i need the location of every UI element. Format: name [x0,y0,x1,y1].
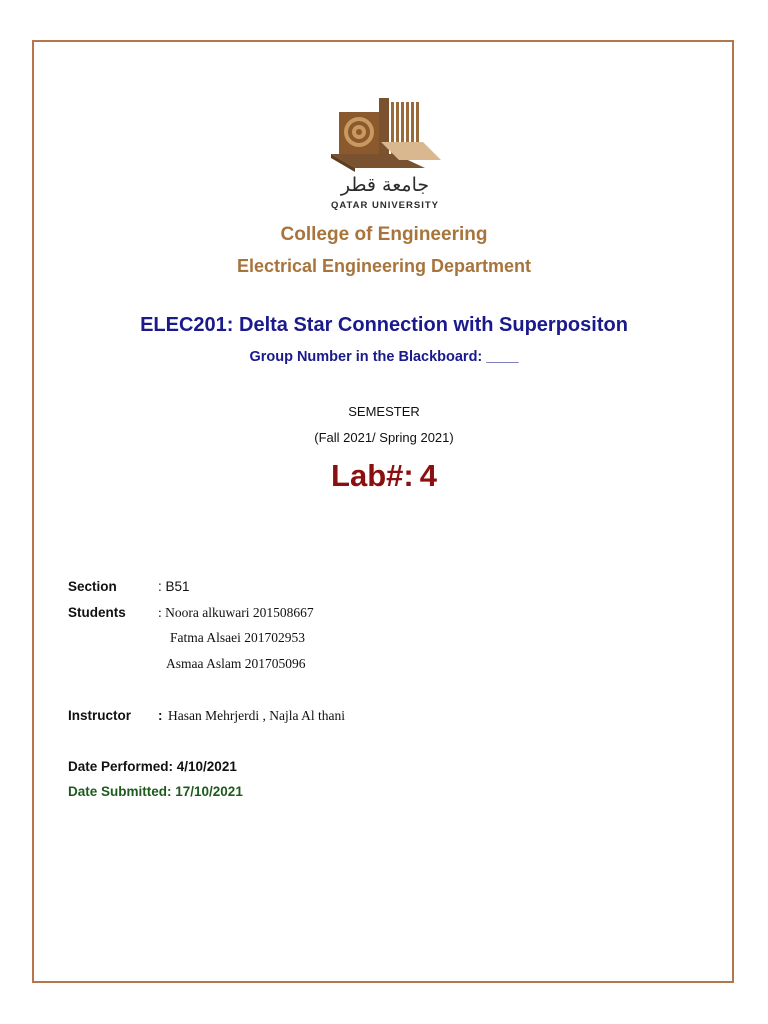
lab-number: 4 [419,458,437,493]
students-label: Students [68,605,126,620]
date-performed: Date Performed: 4/10/2021 [68,759,237,774]
qatar-university-logo-icon [325,94,447,214]
course-title: ELEC201: Delta Star Connection with Superpositon [140,314,628,336]
instructor-value: Hasan Mehrjerdi , Najla Al thani [168,708,345,723]
lab-label: Lab#: [331,458,414,493]
university-english-name: QATAR UNIVERSITY [330,200,439,211]
semester-label: SEMESTER [348,404,420,419]
group-number-line: Group Number in the Blackboard: ____ [249,349,519,365]
student-item: : Noora alkuwari 201508667 [158,605,314,620]
university-arabic-name: جامعة قطر [340,174,430,196]
lab-heading [0,458,768,494]
section-label: Section [68,579,117,594]
section-value: : B51 [158,579,190,594]
student-item: Asmaa Aslam 201705096 [166,656,306,671]
college-name: College of Engineering [280,224,488,245]
semester-value: (Fall 2021/ Spring 2021) [314,430,454,445]
department-name: Electrical Engineering Department [236,256,532,276]
date-submitted: Date Submitted: 17/10/2021 [68,784,243,799]
instructor-label: Instructor [68,708,132,723]
instructor-colon: : [158,708,163,723]
student-item: Fatma Alsaei 201702953 [170,630,305,645]
